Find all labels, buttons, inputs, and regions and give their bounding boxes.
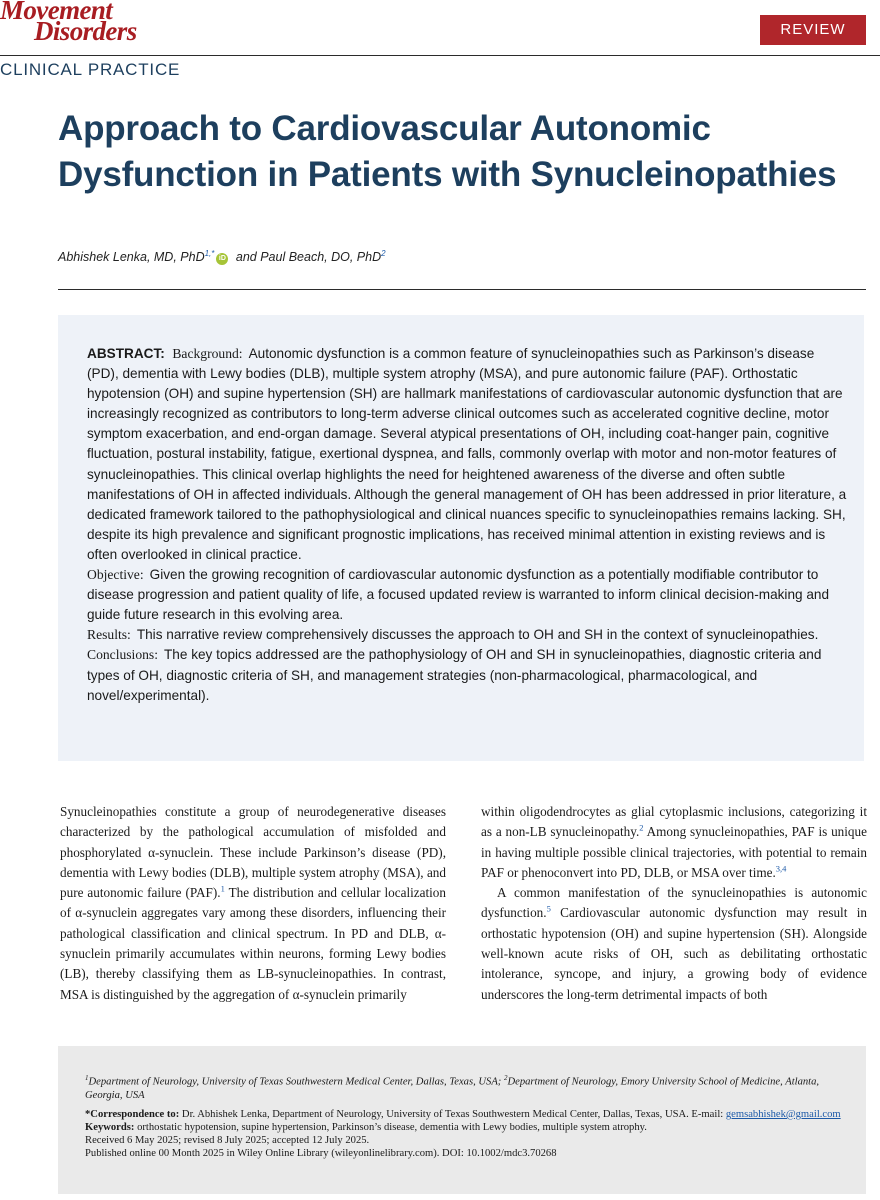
abstract-results [87,625,849,645]
keywords [85,1121,855,1134]
objective-text: Given the growing recognition of cardiovascular autonomic dysfunction as a potentially modifiable contributor to disease progression and patient quality of life, a focused updated review is warranted to inform clinical decision-making and guide future research in this evolving area. [87,567,830,623]
abstract-text [87,344,849,706]
body-column-right [481,802,867,1005]
logo-line-1: Movement [0,0,113,25]
author-line [58,249,386,265]
author-2[interactable]: Paul Beach, DO, PhD [260,250,382,265]
author-1[interactable]: Abhishek Lenka, MD, PhD [58,250,205,265]
body-text: within oligodendrocytes as glial cytoplasmic inclusions, categorizing it as a non-LB synucleinopathy. [481,804,867,840]
body-text: Cardiovascular autonomic dysfunction may result in orthostatic hypotension (OH) and supine hypertension (SH). Alongside well-known acute risks of OH, such as debilitating orthostatic intolerance, syncope, and injury, a growing body of evidence underscores the long-term detrimental impacts of both [481,905,867,1002]
orcid-icon[interactable]: iD [216,253,228,265]
reference-link[interactable]: 5 [546,904,551,915]
author-2-affiliation[interactable]: 2 [381,249,386,258]
keywords-text: orthostatic hypotension, supine hypertension, Parkinson’s disease, dementia with Lewy bodies, multiple system atrophy. [134,1122,647,1133]
affiliation-2: Department of Neurology, Emory University School of Medicine, Atlanta, Georgia, USA [85,1076,820,1101]
objective-label: Objective: [87,567,144,583]
results-text: This narrative review comprehensively discusses the approach to OH and SH in the context of synucleinopathies. [136,627,819,643]
dates: Received 6 May 2025; revised 8 July 2025; accepted 12 July 2025. [85,1135,370,1146]
reference-link[interactable]: 1 [220,883,225,894]
conclusions-text: The key topics addressed are the pathophysiology of OH and SH in synucleinopathies, diagnostic criteria and types of OH, diagnostic criteria of SH, and management strategies (non-pharmacological, pharmacological, and novel/experimental). [87,647,822,703]
journal-logo [0,0,160,46]
abstract-heading: ABSTRACT: [87,346,165,361]
correspondence-label: *Correspondence to: [85,1109,180,1120]
correspondence-text: Dr. Abhishek Lenka, Department of Neurology, University of Texas Southwestern Medical Center, Dallas, Texas, USA. E-mail: [179,1109,726,1120]
publication-info: Published online 00 Month 2025 in Wiley Online Library (wileyonlinelibrary.com). DOI: 10.1002/mdc3.70268 [85,1148,557,1159]
body-text: A common manifestation of the synucleinopathies is autonomic dysfunction. [481,885,867,921]
journal-section: CLINICAL PRACTICE [0,60,181,79]
keywords-label: Keywords: [85,1122,135,1133]
article-footer [58,1046,866,1194]
article-metadata [85,1108,855,1160]
body-paragraph [481,802,867,883]
affiliation-marker: 2 [503,1074,508,1082]
affiliation-1: Department of Neurology, University of Texas Southwestern Medical Center, Dallas, Texas, USA; [88,1076,504,1088]
results-label: Results: [87,627,131,643]
abstract-objective [87,565,849,625]
abstract-box [58,315,864,761]
email-link[interactable]: gemsabhishek@gmail.com [725,1109,841,1120]
abstract-conclusions [87,645,849,705]
body-column-left [60,802,446,1005]
affiliations [85,1072,855,1102]
body-text: Synucleinopathies constitute a group of neurodegenerative diseases characterized by the pathological accumulation of misfolded and phosphorylated α-synuclein. These include Parkinson’s disease (PD), dementia with Lewy bodies (DLB), multiple system atrophy (MSA), and pure autonomic failure (PAF). [60,804,446,901]
affiliation-marker: 1 [85,1074,89,1082]
conclusions-label: Conclusions: [87,647,158,663]
reference-link[interactable]: 2 [639,822,644,833]
abstract-background [87,344,849,565]
body-paragraph [481,883,867,1005]
body-text: The distribution and cellular localization of α-synuclein aggregates vary among these disorders, influencing their pathological classification and clinical spectrum. In PD and DLB, α-synuclein primarily accumulates within neurons, forming Lewy bodies (LB), thereby classifying them as LB-synucleinopathies. In contrast, MSA is distinguished by the aggregation of α-synuclein primarily [60,885,446,1002]
reference-link[interactable]: 3,4 [775,863,787,874]
author-join: and [232,250,261,265]
background-text: Autonomic dysfunction is a common feature of synucleinopathies such as Parkinson’s disease (PD), dementia with Lewy bodies (DLB), multiple system atrophy (MSA), and pure autonomic failure (PAF). Orthostatic hypotension (OH) and supine hypertension (SH) are hallmark manifestations of cardiovascular autonomic dysfunction that are increasingly recognized as contributors to long-term adverse clinical outcomes such as accelerated cognitive decline, motor symptom exacerbation, and end-organ damage. Several atypical presentations of OH, including coat-hanger pain, cognitive fluctuation, postural instability, fatigue, exertional dyspnea, and falls, commonly overlap with motor and non-motor features of synucleinopathies. This clinical overlap highlights the need for heightened awareness of the diverse and often subtle manifestations of OH in affected individuals. Although the general management of OH has been addressed in prior literature, a dedicated framework tailored to the pathophysiological and clinical nuances specific to synucleinopathies remains lacking. SH, despite its high prevalence and significant prognostic implications, has received minimal attention in existing reviews and is often overlooked in clinical practice. [87,346,847,562]
article-type-badge: REVIEW [760,15,866,45]
body-paragraph [60,802,446,1005]
header-divider [0,55,880,56]
author-1-affiliation[interactable]: 1,* [204,249,215,258]
author-divider [58,289,866,290]
correspondence [85,1108,855,1121]
logo-line-2: Disorders [34,16,137,46]
body-text: Among synucleinopathies, PAF is unique in having multiple possible clinical trajectories, with potential to remain PAF or phenoconvert into PD, DLB, or MSA over time. [481,824,867,880]
background-label: Background: [172,346,243,361]
article-title: Approach to Cardiovascular Autonomic Dysfunction in Patients with Synucleinopathies [58,109,837,194]
